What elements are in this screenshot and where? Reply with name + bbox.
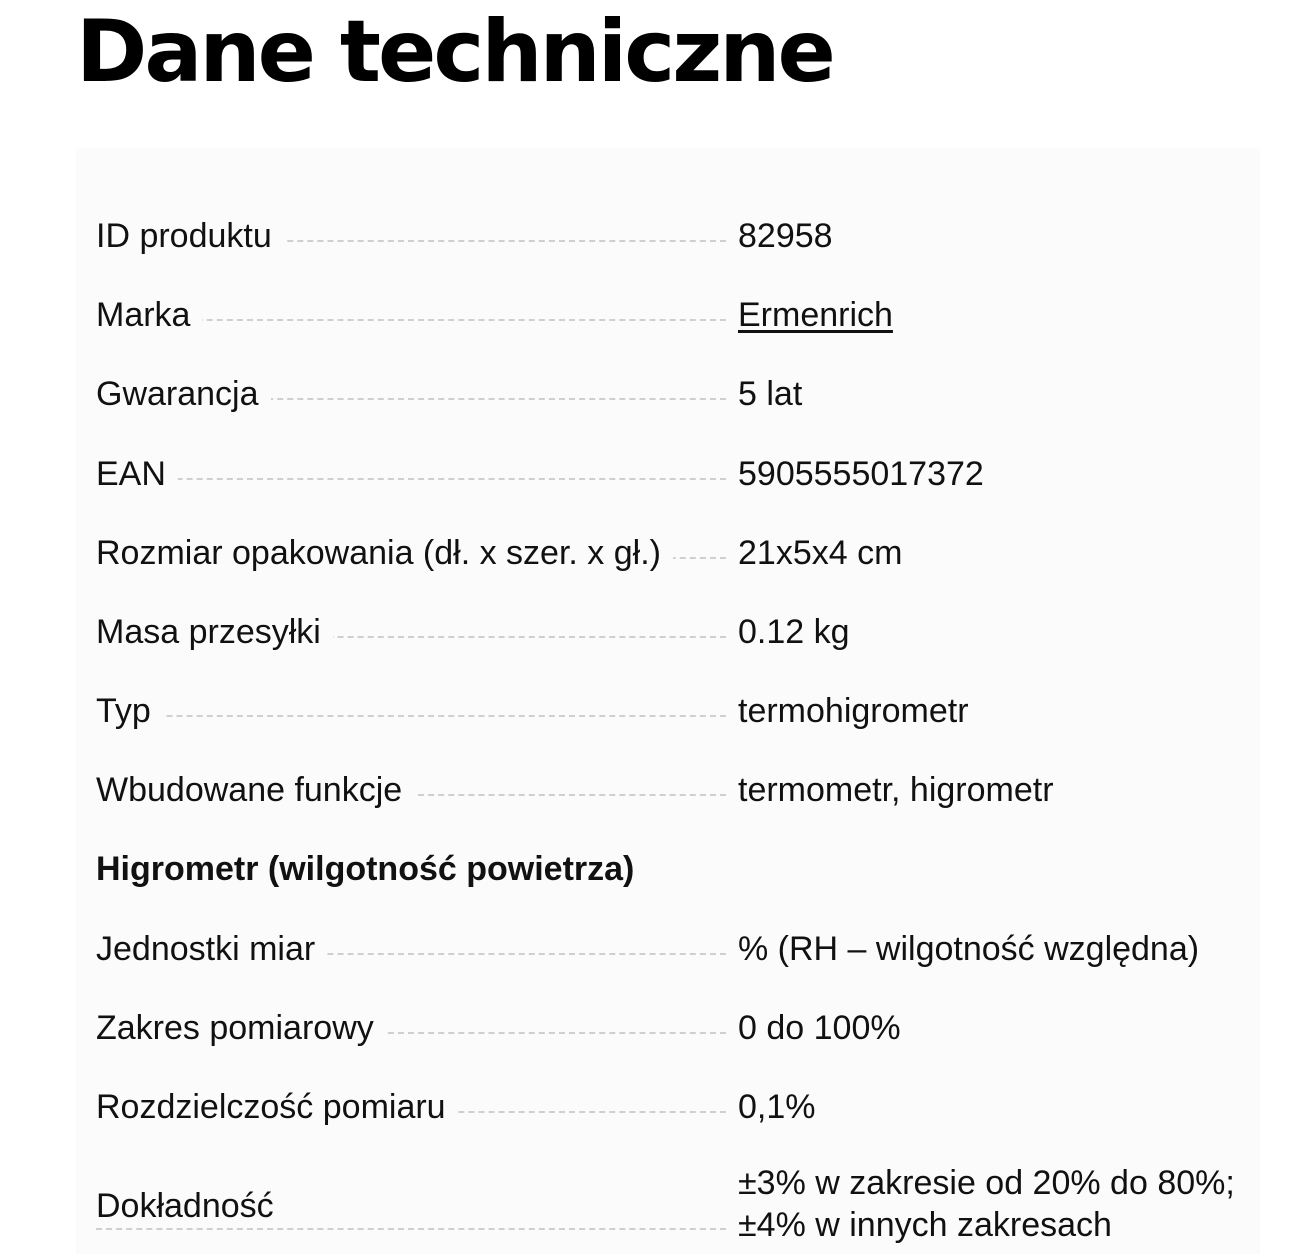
spec-label: ID produktu bbox=[96, 214, 284, 258]
spec-value bbox=[738, 1162, 1235, 1246]
spec-value: 5 lat bbox=[738, 375, 803, 413]
spec-label: Gwarancja bbox=[96, 372, 271, 416]
spec-value-line: ±3% w zakresie od 20% do 80%; bbox=[738, 1164, 1235, 1202]
page-title: Dane techniczne bbox=[76, 2, 833, 102]
spec-value: termohigrometr bbox=[738, 692, 969, 730]
spec-value: % (RH – wilgotność względna) bbox=[738, 930, 1200, 968]
spec-label: Wbudowane funkcje bbox=[96, 768, 414, 812]
spec-label: Dokładność bbox=[96, 1184, 286, 1228]
spec-label: Zakres pomiarowy bbox=[96, 1006, 386, 1050]
spec-value: 21x5x4 cm bbox=[738, 534, 903, 572]
spec-label: EAN bbox=[96, 452, 178, 496]
spec-value: 0,1% bbox=[738, 1088, 816, 1126]
spec-label: Rozmiar opakowania (dł. x szer. x gł.) bbox=[96, 531, 673, 575]
section-heading-hygrometer: Higrometr (wilgotność powietrza) bbox=[96, 850, 635, 888]
spec-value bbox=[738, 293, 893, 337]
spec-value: 5905555017372 bbox=[738, 455, 984, 493]
spec-label: Typ bbox=[96, 689, 163, 733]
spec-value: termometr, higrometr bbox=[738, 771, 1054, 809]
brand-link[interactable]: Ermenrich bbox=[738, 296, 893, 334]
leader-dots bbox=[96, 1228, 726, 1230]
leader-dots bbox=[96, 715, 726, 717]
spec-label: Marka bbox=[96, 293, 202, 337]
spec-value: 0.12 kg bbox=[738, 613, 850, 651]
leader-dots bbox=[96, 478, 726, 480]
spec-label: Jednostki miar bbox=[96, 927, 327, 971]
spec-label: Masa przesyłki bbox=[96, 610, 333, 654]
spec-label: Rozdzielczość pomiaru bbox=[96, 1085, 458, 1129]
spec-value: 82958 bbox=[738, 217, 833, 255]
spec-row-accuracy bbox=[96, 1162, 1286, 1250]
spec-value: 0 do 100% bbox=[738, 1009, 901, 1047]
spec-value-line: ±4% w innych zakresach bbox=[738, 1206, 1112, 1244]
